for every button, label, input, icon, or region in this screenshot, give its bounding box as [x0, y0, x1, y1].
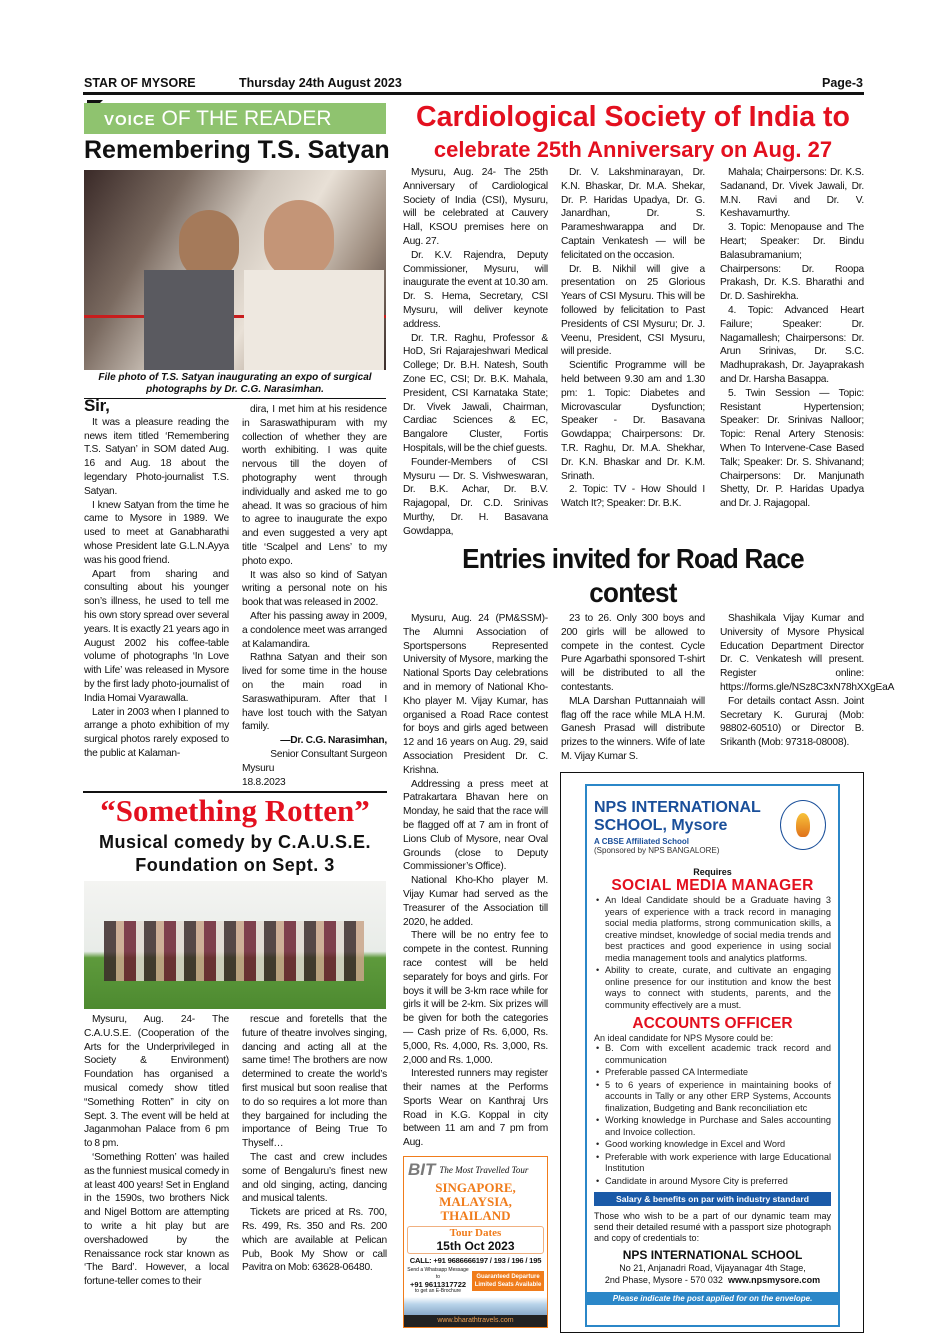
skyline-graphic	[404, 1297, 547, 1315]
paragraph: 3. Topic: Menopause and The Heart; Speaker: Dr. Bindu Balasubramanium; Chairpersons: Dr. Roopa Prakash, Dr. K.S. Bharathi and Dr. D. Sashirekha.	[720, 222, 864, 303]
paragraph: After his passing away in 2009, a condolence meet was arranged at Kalamandira.	[242, 610, 387, 650]
paragraph: Dr. V. Lakshminarayan, Dr. K.N. Bhaskar, Dr. M.A. Shekar, Dr. P. Haridas Upadya, Dr. G. Janardhan, Dr. S. Parameshwarappa and Dr. Captain Venkatesh — will be felicitated on the occasion.	[561, 167, 705, 261]
paragraph: Mysuru, Aug. 24 (PM&SSM)- The Alumni Association of Sportspersons Represented University of Mysore, marking the National Sports Day celebrations and in memory of National Kho-Kho player M. Vijay Kumar, has organised a Road Race contest for boys and girls aged between 12 and 16 years on Aug. 29, said Association President Dr. C. Krishna.	[403, 613, 548, 776]
race-column-2	[561, 612, 705, 764]
job-title-accounts: ACCOUNTS OFFICER	[632, 1015, 793, 1032]
bit-travel-ad[interactable]	[403, 1156, 548, 1328]
paragraph: 4. Topic: Advanced Heart Failure; Speaker: Dr. Nagamallesh; Chairpersons: Dr. Arun Srinivas, Dr. S.C. Madhuprakash, Dr. Jayaprakash and Dr. Harsha Basappa.	[720, 304, 864, 385]
salary-banner: Salary & benefits on par with industry standard	[594, 1192, 831, 1206]
nps-school-name: NPS INTERNATIONAL	[594, 799, 761, 816]
bit-destinations: SINGAPORE, MALAYSIA, THAILAND	[435, 1180, 516, 1223]
requires-label: Requires	[693, 867, 732, 877]
paragraph: Addressing a press meet at Patrakartara Bhavan here on Monday, he said that the race will be flagged off at 7 am in front of Lions Club of Mysore, near Oval Grounds (close to Deputy Commissioner’s Office).	[403, 778, 548, 873]
social-media-requirements	[594, 895, 831, 1011]
race-column-3	[720, 612, 895, 750]
paragraph: Mahala; Chairpersons: Dr. K.S. Sadanand, Dr. Vivek Jawali, Dr. M.N. Ravi and Dr. V. Keshavamurthy.	[720, 167, 864, 220]
paragraph: MLA Darshan Puttannaiah will flag off the race while MLA H.M. Ganesh Prasad will distribute prizes to the winners. Wife of late M. Vijay Kumar S.	[561, 695, 705, 762]
paragraph: Rathna Satyan and their son lived for some time in the house on the main road in Saraswathipuram. After that I have lost touch with the Satyan family.	[242, 652, 387, 733]
paragraph: Interested runners may register their names at the Performs Sports Wear on Kanthraj Urs Road in K.G. Koppal in city between 11 am and 7 pm from Aug.	[403, 1068, 548, 1149]
paragraph: It was a pleasure reading the news item titled ‘Remembering T.S. Satyan’ in SOM dated Aug. 16 and Aug. 18 about the legendary Photo-journalist T.S. Satyan.	[84, 416, 229, 497]
bit-whatsapp: +91 9611317722	[409, 1280, 467, 1289]
nps-job-ad	[585, 784, 840, 1327]
envelope-note: Please indicate the post applied for on the envelope.	[587, 1292, 838, 1305]
paragraph: It was also so kind of Satyan writing a personal note on his book that was released in 2002.	[242, 569, 387, 609]
paragraph: Dr. B. Nikhil will give a presentation on 25 Glorious Years of CSI Mysuru. This will be followed by felicitation to Past Presidents of CSI Mysuru; Dr. J. Veenu, President, CSI Mysuru, will preside.	[561, 263, 705, 358]
accounts-requirements	[594, 1043, 831, 1187]
race-headline: Entries invited for Road Race contest	[462, 543, 804, 608]
cast-photo	[84, 881, 386, 1009]
rotten-subhead: Musical comedy by C.A.U.S.E. Foundation on Sept. 3	[98, 832, 372, 875]
nps-address-1: No 21, Anjanadri Road, Vijayanagar 4th Stage,	[619, 1263, 806, 1273]
csi-headline: Cardiological Society of India to	[416, 101, 850, 133]
requirement-item: • Candidate in around Mysore City is preferred	[594, 1176, 831, 1188]
paragraph: ‘Something Rotten’ was hailed as the funniest musical comedy in at least 400 years! Set in England in the 1590s, two brothers Nick and Nigel Bottom are attempting to write a hit play but are overshadowed by the Renaissance rock star known as ‘The Bard’. However, a local fortune-teller comes to their	[84, 1151, 229, 1288]
requirement-item: • An Ideal Candidate should be a Graduate having 3 years of experience with a track record in managing social media platforms, strong communication skills, a creative mindset, knowledge of social media trends and best practices and good experience in using social media management tools and analytics platforms.	[594, 895, 831, 964]
accounts-intro: An ideal candidate for NPS Mysore could be:	[594, 1033, 774, 1043]
paragraph: Shashikala Vijay Kumar and University of Mysore Physical Education Department Director Dr. C. Venkatesh will present. Register online: https://forms.gle/NSz8C3xN78hXXgEaA	[720, 613, 895, 693]
banner-kicker: VOICE	[104, 112, 156, 129]
bit-whatsapp-note: Send a Whatsapp Message to	[407, 1267, 469, 1280]
csi-subhead: celebrate 25th Anniversary on Aug. 27	[433, 137, 833, 162]
nps-affiliation: A CBSE Affiliated School	[594, 837, 689, 846]
paragraph: 5. Twin Session — Topic: Resistant Hypertension; Speaker: Dr. Srinivas Nalloor; Topic: Renal Artery Stenosis: When To Intervene-Case Based Talk; Speaker: Dr. S. Shivanand; Chairpersons: Dr. Manjunath Shetty, Dr. P. Haridas Upadya and Dr. J. Rajagopal.	[720, 387, 864, 510]
letter-column-2	[242, 403, 387, 789]
bit-dates-label: Tour Dates	[449, 1227, 502, 1239]
paragraph: Founder-Members of CSI Mysuru — Dr. S. Vishweswaran, Dr. B.K. Achar, Dr. B.V. Rajagopal, Dr. C.D. Srinivas Murthy, Dr. H. Basavana Gowdappa,	[403, 456, 548, 537]
nps-school-name-2: SCHOOL, Mysore	[594, 817, 728, 834]
csi-column-2	[561, 166, 705, 511]
apply-instructions: Those who wish to be a part of our dynamic team may send their detailed resumé with a passport size photograph and copy of credentials to:	[594, 1211, 831, 1243]
requirement-item: • Ability to create, curate, and cultivate an engaging online presence for our institution and know the best ways to connect with students, parents, and the community effectively are a must.	[594, 965, 831, 1011]
job-title-social-media: SOCIAL MEDIA MANAGER	[611, 877, 814, 894]
csi-column-1	[403, 166, 548, 539]
rotten-column-2	[242, 1013, 387, 1275]
paragraph: Scientific Programme will be held between 9.30 am and 1.30 pm: 1. Topic: Diabetes and Microvascular Dysfunction; Speaker - Dr. Basavana Gowdappa; Chairpersons: Dr. T.R. Raghu, Dr. M.A. Shekhar, Dr. K.N. Bhaskar and Dr. K.M. Srinath.	[561, 360, 705, 482]
paragraph: Apart from sharing and consulting about his younger son’s illness, he used to tell me his own story spread over several years. It is exactly 21 years ago in August 2002 his coffee-table volume of photographs ‘In Love with Life’ was released in Mysore by the first lady photo-journalist of India Homai Vyarawalla.	[84, 568, 229, 704]
nps-footer-name: NPS INTERNATIONAL SCHOOL	[622, 1248, 803, 1262]
nps-logo-icon	[780, 800, 826, 850]
issue-date: Thursday 24th August 2023	[239, 76, 402, 90]
header-rule	[83, 92, 864, 95]
bit-logo: BIT	[408, 1160, 436, 1179]
bit-badge-2: Limited Seats Available	[474, 1282, 542, 1288]
satyan-photo	[84, 170, 386, 370]
page-number: Page-3	[822, 76, 863, 90]
nps-website[interactable]: www.npsmysore.com	[727, 1275, 821, 1285]
section-banner	[84, 103, 386, 134]
bit-date: 15th Oct 2023	[436, 1239, 515, 1253]
letter-title: Remembering T.S. Satyan	[84, 136, 390, 164]
paragraph: Mysuru, Aug. 24- The C.A.U.S.E. (Cooperation of the Arts for the Underprivileged in Society & Environment) Foundation has organised a musical comedy show titled “Something Rotten” in city on Sept. 3. The event will be held at Jaganmohan Palace from 6 pm to 8 pm.	[84, 1014, 229, 1150]
paragraph: For details contact Assn. Joint Secretary K. Gururaj (Mob: 98802-60510) or Director B. Srikanth (Mob: 97318-08008).	[720, 695, 864, 749]
salutation: Sir,	[84, 396, 110, 415]
requirement-item: • B. Com with excellent academic track record and communication	[594, 1043, 831, 1066]
requirement-item: • Good working knowledge in Excel and Word	[594, 1139, 831, 1151]
bit-call: CALL: +91 9686666197 / 193 / 196 / 195	[409, 1256, 542, 1265]
photo-caption: File photo of T.S. Satyan inaugurating an expo of surgical photographs by Dr. C.G. Narasimhan.	[84, 372, 386, 399]
nps-sponsor: (Sponsored by NPS BANGALORE)	[594, 846, 720, 855]
place: Mysuru	[242, 762, 275, 774]
csi-column-3	[720, 166, 864, 511]
requirement-item: • 5 to 6 years of experience in maintaining books of accounts in Tally or any other ERP Systems, Accounts finalization, Budgeting and Bank reconciliation etc	[594, 1080, 831, 1115]
paragraph: Tickets are priced at Rs. 700, Rs. 499, Rs. 350 and Rs. 200 which are available at Pelican Pub, Book My Show or call Pavitra on Mob: 63628-06480.	[242, 1207, 387, 1274]
paragraph: rescue and foretells that the future of theatre involves singing, dancing and acting all at the same time! The brothers are now determined to create the world’s first musical but soon realise that to do so requires a lot more than they bargained for including the importance of Being True To Thyself…	[242, 1014, 387, 1150]
rotten-column-1	[84, 1013, 229, 1289]
paragraph: Dr. K.V. Rajendra, Deputy Commissioner, Mysuru, will inaugurate the event at 10.30 am. Dr. S. Hema, Secretary, CSI Mysuru, will deliver keynote address.	[403, 249, 548, 330]
bit-url[interactable]: www.bharathtravels.com	[404, 1315, 547, 1327]
paragraph: I knew Satyan from the time he came to Mysore in 1989. We used to meet at Ganabharathi whose President late G.L.N.Ayya was his good friend.	[84, 499, 229, 566]
paragraph: The cast and crew includes some of Bengaluru’s finest new and old singing, acting, dancing and musical talents.	[242, 1151, 387, 1205]
letter-column-1	[84, 396, 229, 761]
signature: —Dr. C.G. Narasimhan,	[280, 735, 387, 747]
newspaper-name: STAR OF MYSORE	[84, 76, 196, 90]
nps-address-2: 2nd Phase, Mysore - 570 032	[604, 1275, 723, 1285]
requirement-item: • Preferable passed CA Intermediate	[594, 1067, 831, 1079]
paragraph: Dr. T.R. Raghu, Professor & HoD, Sri Rajarajeshwari Medical College; Dr. B.H. Natesh, South Zone EC, CSI; Dr. B.K. Mahala, President, CSI Karnataka State; Dr. Vivek Jawali, Chairman, Cardiac Sciences & EC, Bangalore Cluster, Fortis Hospitals, will be the chief guests.	[403, 332, 548, 454]
rotten-headline: “Something Rotten”	[100, 793, 370, 828]
bit-badge-1: Guaranteed Departure	[476, 1274, 540, 1280]
bit-brochure: to get an E-Brochure	[414, 1288, 462, 1294]
paragraph: 23 to 26. Only 300 boys and 200 girls will be allowed to compete in the contest. Cycle Pure Agarbathi sponsored T-shirt will be distributed to all the contestants.	[561, 613, 705, 693]
paragraph: Mysuru, Aug. 24- The 25th Anniversary of Cardiological Society of India (CSI), Mysuru, will be celebrated at Cauvery Hall, KSOU premises here on Aug. 27.	[403, 167, 548, 247]
paragraph: There will be no entry fee to compete in the contest. Running race contest will be held separately for boys and girls. For boys it will be 3-km race while for girls it will be 2-km. Six prizes will be given for both the categories — Cash prize of Rs. 6,000, Rs. 5,000, Rs. 4,000, Rs. 3,000, Rs. 2,000 and Rs. 1,000.	[403, 930, 548, 1066]
bit-tagline: The Most Travelled Tour	[439, 1165, 529, 1175]
requirement-item: • Preferable with work experience with large Educational Institution	[594, 1152, 831, 1175]
paragraph: National Kho-Kho player M. Vijay Kumar had served as the Treasurer of the Association till 2020, he added.	[403, 875, 548, 928]
letter-date: 18.8.2023	[242, 776, 286, 788]
paragraph: Later in 2003 when I planned to arrange a photo exhibition of my surgical photos rarely exposed to the public at Kalaman-	[84, 706, 229, 759]
paragraph: dira, I met him at his residence in Saraswathipuram with my collection of whether they are worth exhibiting. I was quite nervous till the doyen of photography went through individually and asked me to go ahead. It was so gracious of him to agree to inaugurate the expo and even suggested a very apt title ‘Scalpel and Lens’ to my photo expo.	[242, 404, 387, 567]
race-column-1	[403, 612, 548, 1150]
requirement-item: • Working knowledge in Purchase and Sales accounting and Invoice collection.	[594, 1115, 831, 1138]
designation: Senior Consultant Surgeon	[270, 748, 387, 760]
banner-label: OF THE READER	[161, 107, 332, 130]
paragraph: 2. Topic: TV - How Should I Watch It?; Speaker: Dr. B.K.	[561, 484, 705, 510]
